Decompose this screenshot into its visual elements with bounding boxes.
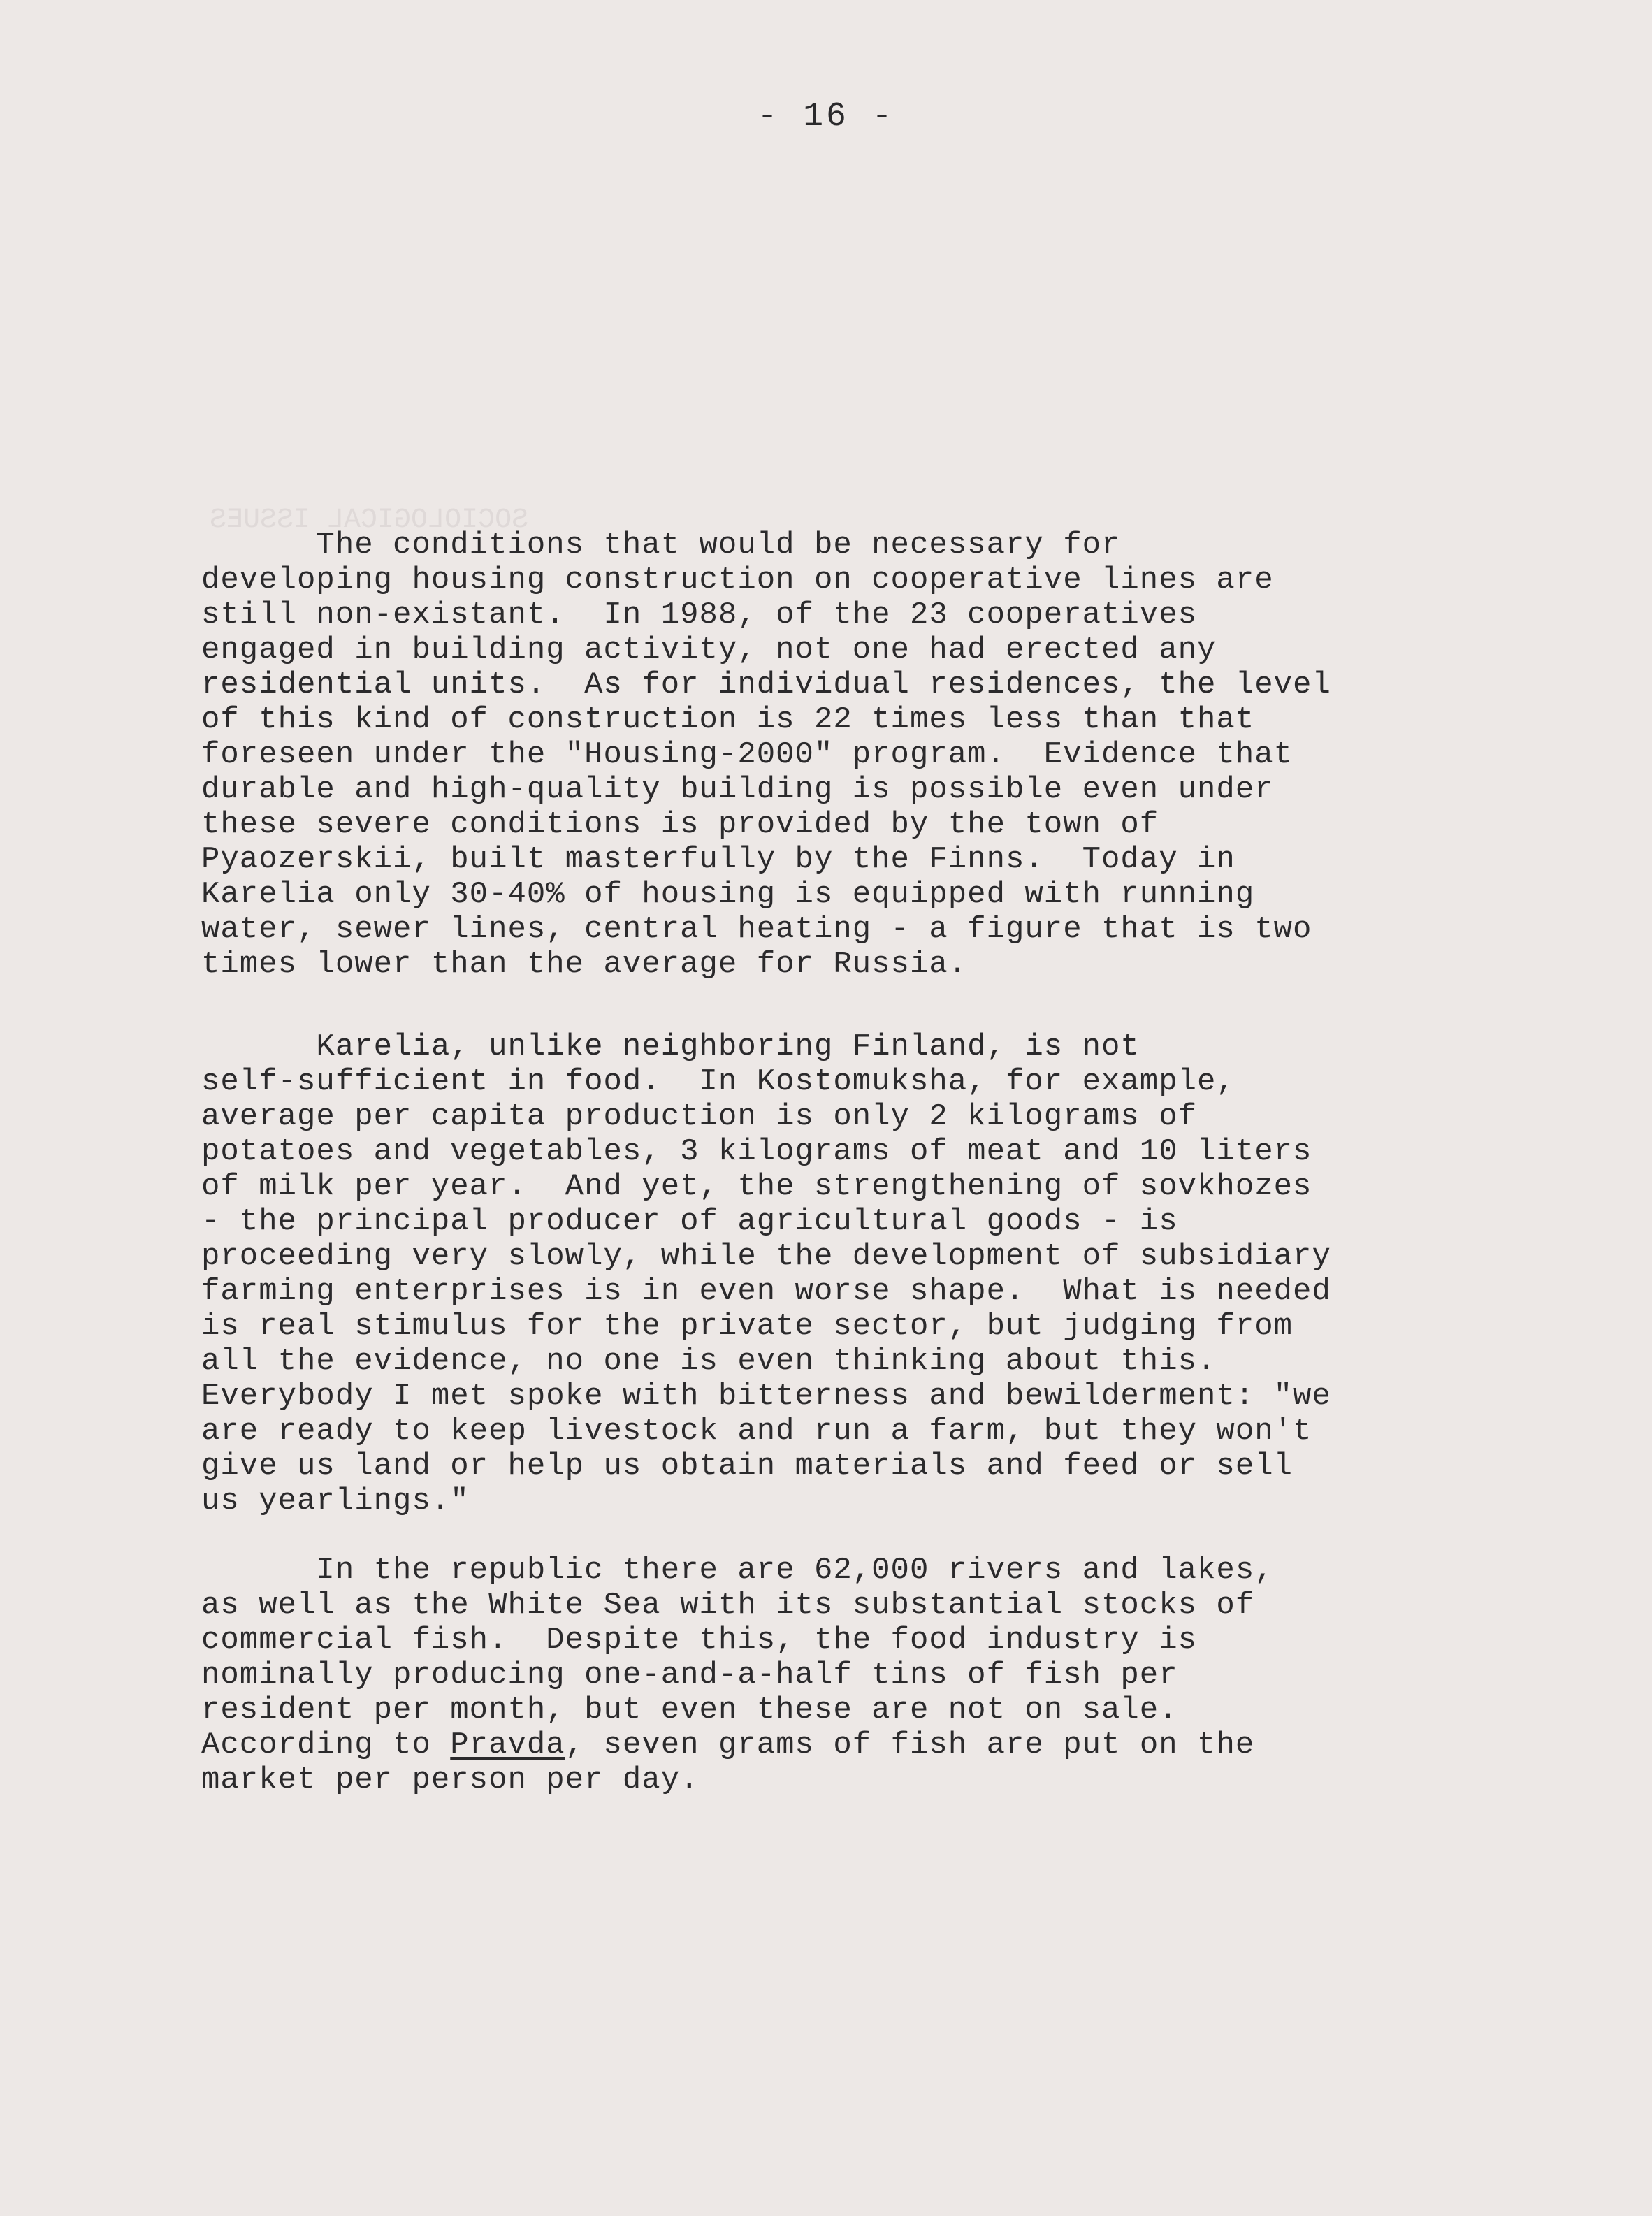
text-line: developing housing construction on cooperative lines are bbox=[201, 563, 1274, 598]
text-line: durable and high-quality building is possible even under bbox=[201, 772, 1274, 807]
text-line: as well as the White Sea with its substantial stocks of bbox=[201, 1588, 1255, 1623]
text-line: nominally producing one-and-a-half tins of fish per bbox=[201, 1658, 1178, 1693]
text-line: self-sufficient in food. In Kostomuksha, for example, bbox=[201, 1064, 1236, 1099]
text-line: are ready to keep livestock and run a farm, but they won't bbox=[201, 1414, 1312, 1449]
text-line: of milk per year. And yet, the strengthening of sovkhozes bbox=[201, 1169, 1312, 1204]
text-line: - the principal producer of agricultural goods - is bbox=[201, 1204, 1178, 1239]
text-line: Pyaozerskii, built masterfully by the Finns. Today in bbox=[201, 842, 1236, 877]
text-line: residential units. As for individual residences, the level bbox=[201, 667, 1331, 702]
text-line: still non-existant. In 1988, of the 23 cooperatives bbox=[201, 598, 1198, 632]
text-line: Everybody I met spoke with bitterness and bewilderment: "we bbox=[201, 1379, 1331, 1414]
text-fragment: According to bbox=[201, 1728, 451, 1762]
text-line: Karelia, unlike neighboring Finland, is not bbox=[201, 1029, 1140, 1064]
text-line: water, sewer lines, central heating - a figure that is two bbox=[201, 912, 1312, 947]
text-line: engaged in building activity, not one had erected any bbox=[201, 632, 1217, 667]
text-line: In the republic there are 62,000 rivers and lakes, bbox=[201, 1553, 1274, 1588]
text-line: resident per month, but even these are not on sale. bbox=[201, 1693, 1178, 1728]
text-line: is real stimulus for the private sector, but judging from bbox=[201, 1309, 1294, 1344]
text-line: us yearlings." bbox=[201, 1484, 470, 1519]
text-line: these severe conditions is provided by the town of bbox=[201, 807, 1159, 842]
text-line: commercial fish. Despite this, the food industry is bbox=[201, 1623, 1198, 1658]
text-line: of this kind of construction is 22 times less than that bbox=[201, 702, 1255, 737]
text-line: foreseen under the "Housing-2000" program. Evidence that bbox=[201, 737, 1294, 772]
paragraph-food bbox=[201, 1029, 1480, 1519]
text-line: farming enterprises is in even worse shape. What is needed bbox=[201, 1274, 1331, 1309]
text-line: all the evidence, no one is even thinking about this. bbox=[201, 1344, 1217, 1379]
paragraph-fish bbox=[201, 1553, 1480, 1797]
text-line: average per capita production is only 2 kilograms of bbox=[201, 1099, 1198, 1134]
text-fragment: , seven grams of fish are put on the bbox=[565, 1728, 1255, 1762]
paragraph-housing bbox=[201, 528, 1480, 982]
text-line: times lower than the average for Russia. bbox=[201, 947, 968, 982]
text-line: give us land or help us obtain materials and feed or sell bbox=[201, 1449, 1294, 1484]
page-number: - 16 - bbox=[757, 98, 895, 136]
text-line: The conditions that would be necessary for bbox=[201, 528, 1121, 563]
text-line: market per person per day. bbox=[201, 1762, 700, 1797]
text-line: proceeding very slowly, while the development of subsidiary bbox=[201, 1239, 1331, 1274]
text-line bbox=[201, 1728, 1480, 1762]
text-line: Karelia only 30-40% of housing is equipped with running bbox=[201, 877, 1255, 912]
source-title-pravda: Pravda bbox=[450, 1728, 565, 1762]
bleed-through-text: SOCIOLOGICAL ISSUES bbox=[210, 505, 529, 536]
text-line: potatoes and vegetables, 3 kilograms of meat and 10 liters bbox=[201, 1134, 1312, 1169]
